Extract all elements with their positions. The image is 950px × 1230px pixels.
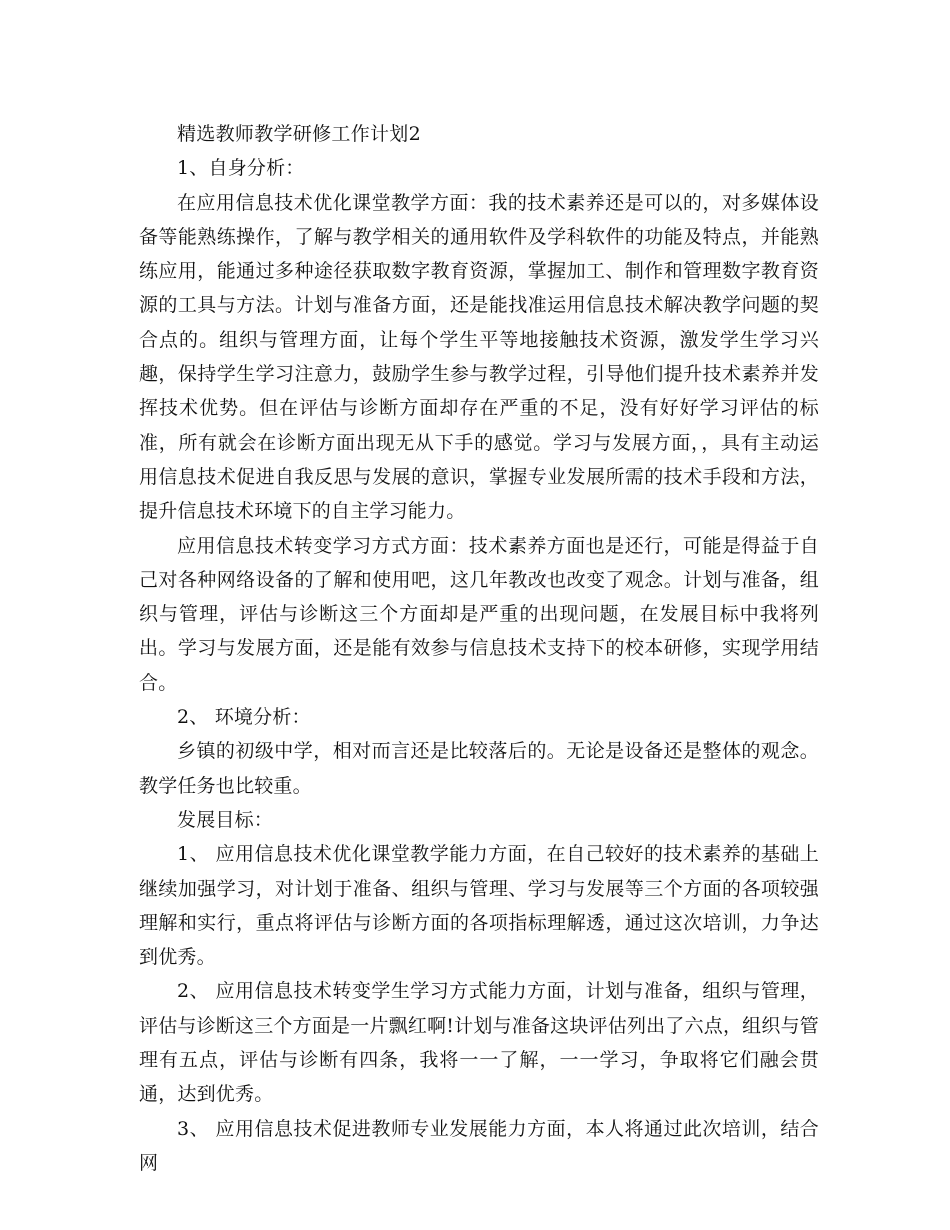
paragraph-environment: 乡镇的初级中学，相对而言还是比较落后的。无论是设备还是整体的观念。教学任务也比较重。 xyxy=(139,740,819,797)
goal-item-2: 2、 应用信息技术转变学生学习方式能力方面，计划与准备，组织与管理，评估与诊断这三个方面是一片飘红啊!计划与准备这块评估列出了六点，组织与管理有五点，评估与诊断有四条，我将一一了解，一一学习，争取将它们融会贯通，达到优秀。 xyxy=(139,980,819,1106)
goal-item-1: 1、 应用信息技术优化课堂教学能力方面，在自己较好的技术素养的基础上继续加强学习，对计划于准备、组织与管理、学习与发展等三个方面的各项较强理解和实行，重点将评估与诊断方面的各项指标理解透，通过这次培训，力争达到优秀。 xyxy=(139,843,819,969)
goal-item-3: 3、 应用信息技术促进教师专业发展能力方面，本人将通过此次培训，结合网 xyxy=(139,1117,819,1174)
heading-self-analysis: 1、自身分析： xyxy=(177,157,305,180)
heading-development-goals: 发展目标： xyxy=(177,808,274,831)
paragraph-learning-methods: 应用信息技术转变学习方式方面：技术素养方面也是还行，可能是得益于自己对各种网络设备的了解和使用吧，这几年教改也改变了观念。计划与准备，组织与管理，评估与诊断这三个方面却是严重的出现问题，在发展目标中我将列出。学习与发展方面，还是能有效参与信息技术支持下的校本研修，实现学用结合。 xyxy=(139,534,819,694)
document-body xyxy=(139,117,819,1180)
heading-environment-analysis: 2、 环境分析： xyxy=(177,706,311,729)
document-title: 精选教师教学研修工作计划2 xyxy=(177,123,421,145)
paragraph-classroom-teaching: 在应用信息技术优化课堂教学方面：我的技术素养还是可以的，对多媒体设备等能熟练操作，了解与教学相关的通用软件及学科软件的功能及特点，并能熟练应用，能通过多种途径获取数字教育资源，掌握加工、制作和管理数字教育资源的工具与方法。计划与准备方面，还是能找准运用信息技术解决教学问题的契合点的。组织与管理方面，让每个学生平等地接触技术资源，激发学生学习兴趣，保持学生学习注意力，鼓励学生参与教学过程，引导他们提升技术素养并发挥技术优势。但在评估与诊断方面却存在严重的不足，没有好好学习评估的标准，所有就会在诊断方面出现无从下手的感觉。学习与发展方面，，具有主动运用信息技术促进自我反思与发展的意识，掌握专业发展所需的技术手段和方法，提升信息技术环境下的自主学习能力。 xyxy=(139,191,819,523)
